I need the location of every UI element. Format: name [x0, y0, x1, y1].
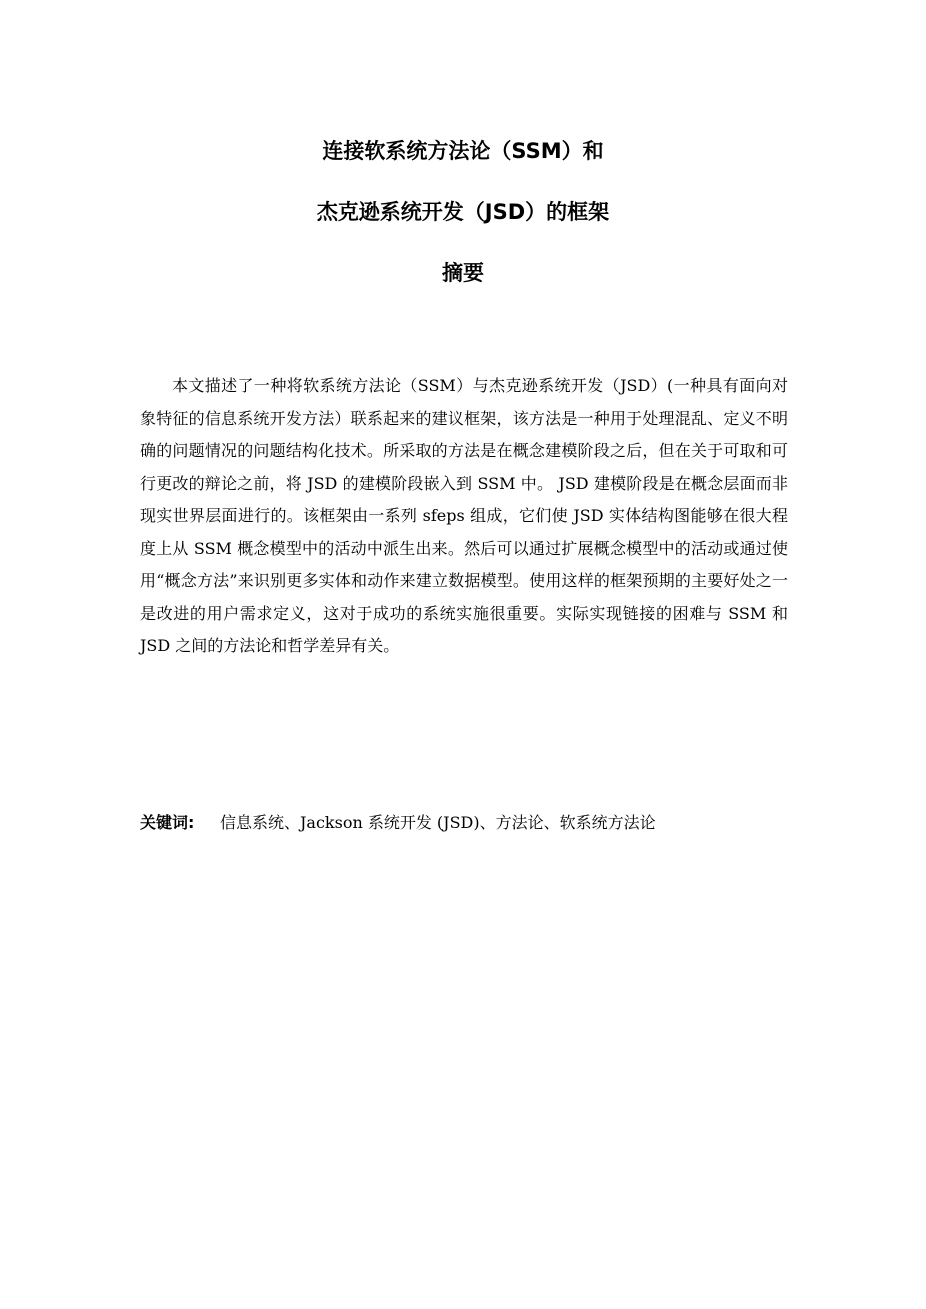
keywords-list: 信息系统、Jackson 系统开发 (JSD)、方法论、软系统方法论: [220, 813, 656, 832]
abstract-heading: 摘要: [442, 261, 484, 285]
title-line-2: 杰克逊系统开发（JSD）的框架: [316, 200, 610, 224]
keywords-label: 关键词:: [140, 813, 195, 832]
abstract-body: 本文描述了一种将软系统方法论（SSM）与杰克逊系统开发（JSD）(一种具有面向对象特征的信息系统开发方法）联系起来的建议框架，该方法是一种用于处理混乱、定义不明确的问题情况的问题结构化技术。所采取的方法是在概念建模阶段之后，但在关于可取和可行更改的辩论之前，将 JSD 的建模阶段嵌入到 SSM 中。 JSD 建模阶段是在概念层面而非现实世界层面进行的。该框架由一系列 sfeps 组成，它们使 JSD 实体结构图能够在很大程度上从 SSM 概念模型中的活动中派生出来。然后可以通过扩展概念模型中的活动或通过使用“概念方法”来识别更多实体和动作来建立数据模型。使用这样的框架预期的主要好处之一是改进的用户需求定义，这对于成功的系统实施很重要。实际实现链接的困难与 SSM 和 JSD 之间的方法论和哲学差异有关。: [140, 376, 788, 655]
keywords-line: [140, 808, 840, 838]
title-line-1: 连接软系统方法论（SSM）和: [322, 139, 604, 163]
